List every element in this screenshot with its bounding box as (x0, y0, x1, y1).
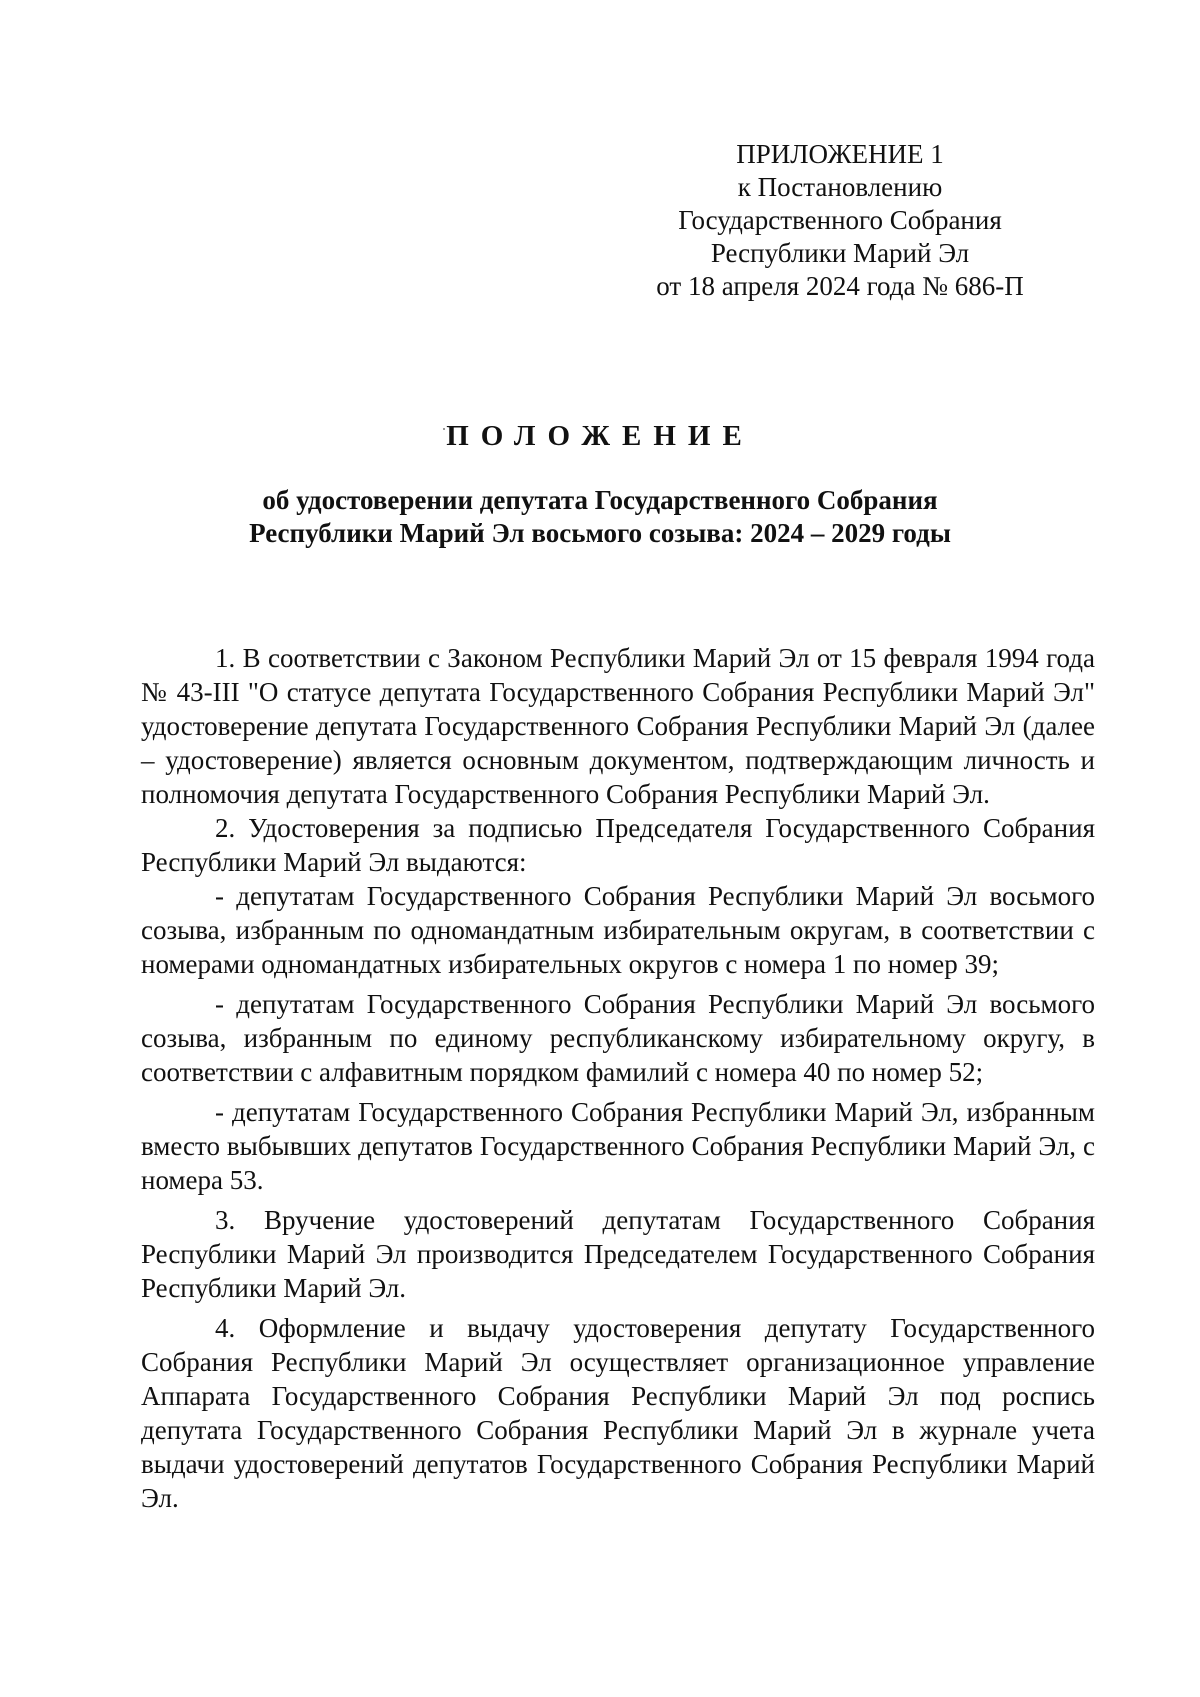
appendix-header (640, 138, 1040, 303)
subtitle-line-1: об удостоверении депутата Государственного Собрания (262, 485, 938, 515)
appendix-issuer: Государственного Собрания (678, 205, 1002, 235)
list-item-republican-district: - депутатам Государственного Собрания Республики Марий Эл восьмого созыва, избранным по единому республиканскому избирательному округу, в соответствии с алфавитным порядком фамилий с номера 40 по номер 52; (141, 989, 1095, 1087)
list-item-single-mandate: - депутатам Государственного Собрания Республики Марий Эл восьмого созыва, избранным по одномандатным избирательным округам, в соответствии с номерами одномандатных избирательных округов с номера 1 по номер 39; (141, 881, 1095, 979)
document-body (141, 641, 1095, 1515)
appendix-republic: Республики Марий Эл (710, 238, 970, 268)
appendix-number: ПРИЛОЖЕНИЕ 1 (736, 139, 944, 169)
document-subtitle (0, 484, 1200, 550)
appendix-date-number: от 18 апреля 2024 года № 686-П (656, 271, 1024, 301)
paragraph-3: 3. Вручение удостоверений депутатам Государственного Собрания Республики Марий Эл производится Председателем Государственного Собрания Республики Марий Эл. (141, 1205, 1095, 1303)
list-item-replacement-deputies: - депутатам Государственного Собрания Республики Марий Эл, избранным вместо выбывших депутатов Государственного Собрания Республики Марий Эл, с номера 53. (141, 1097, 1095, 1195)
paragraph-1: 1. В соответствии с Законом Республики Марий Эл от 15 февраля 1994 года № 43-III "О статусе депутата Государственного Собрания Республики Марий Эл" удостоверение депутата Государственного Собрания Республики Марий Эл (далее – удостоверение) является основным документом, подтверждающим личность и полномочия депутата Государственного Собрания Республики Марий Эл. (141, 643, 1095, 809)
document-title: ПОЛОЖЕНИЕ (446, 420, 754, 452)
paragraph-2: 2. Удостоверения за подписью Председателя Государственного Собрания Республики Марий Эл выдаются: (141, 813, 1095, 877)
appendix-to-resolution: к Постановлению (737, 172, 943, 202)
subtitle-line-2: Республики Марий Эл восьмого созыва: 2024 – 2029 годы (249, 518, 951, 548)
paragraph-4: 4. Оформление и выдачу удостоверения депутату Государственного Собрания Республики Марий Эл осуществляет организационное управление Аппарата Государственного Собрания Республики Марий Эл под роспись депутата Государственного Собрания Республики Марий Эл в журнале учета выдачи удостоверений депутатов Государственного Собрания Республики Марий Эл. (141, 1313, 1095, 1513)
